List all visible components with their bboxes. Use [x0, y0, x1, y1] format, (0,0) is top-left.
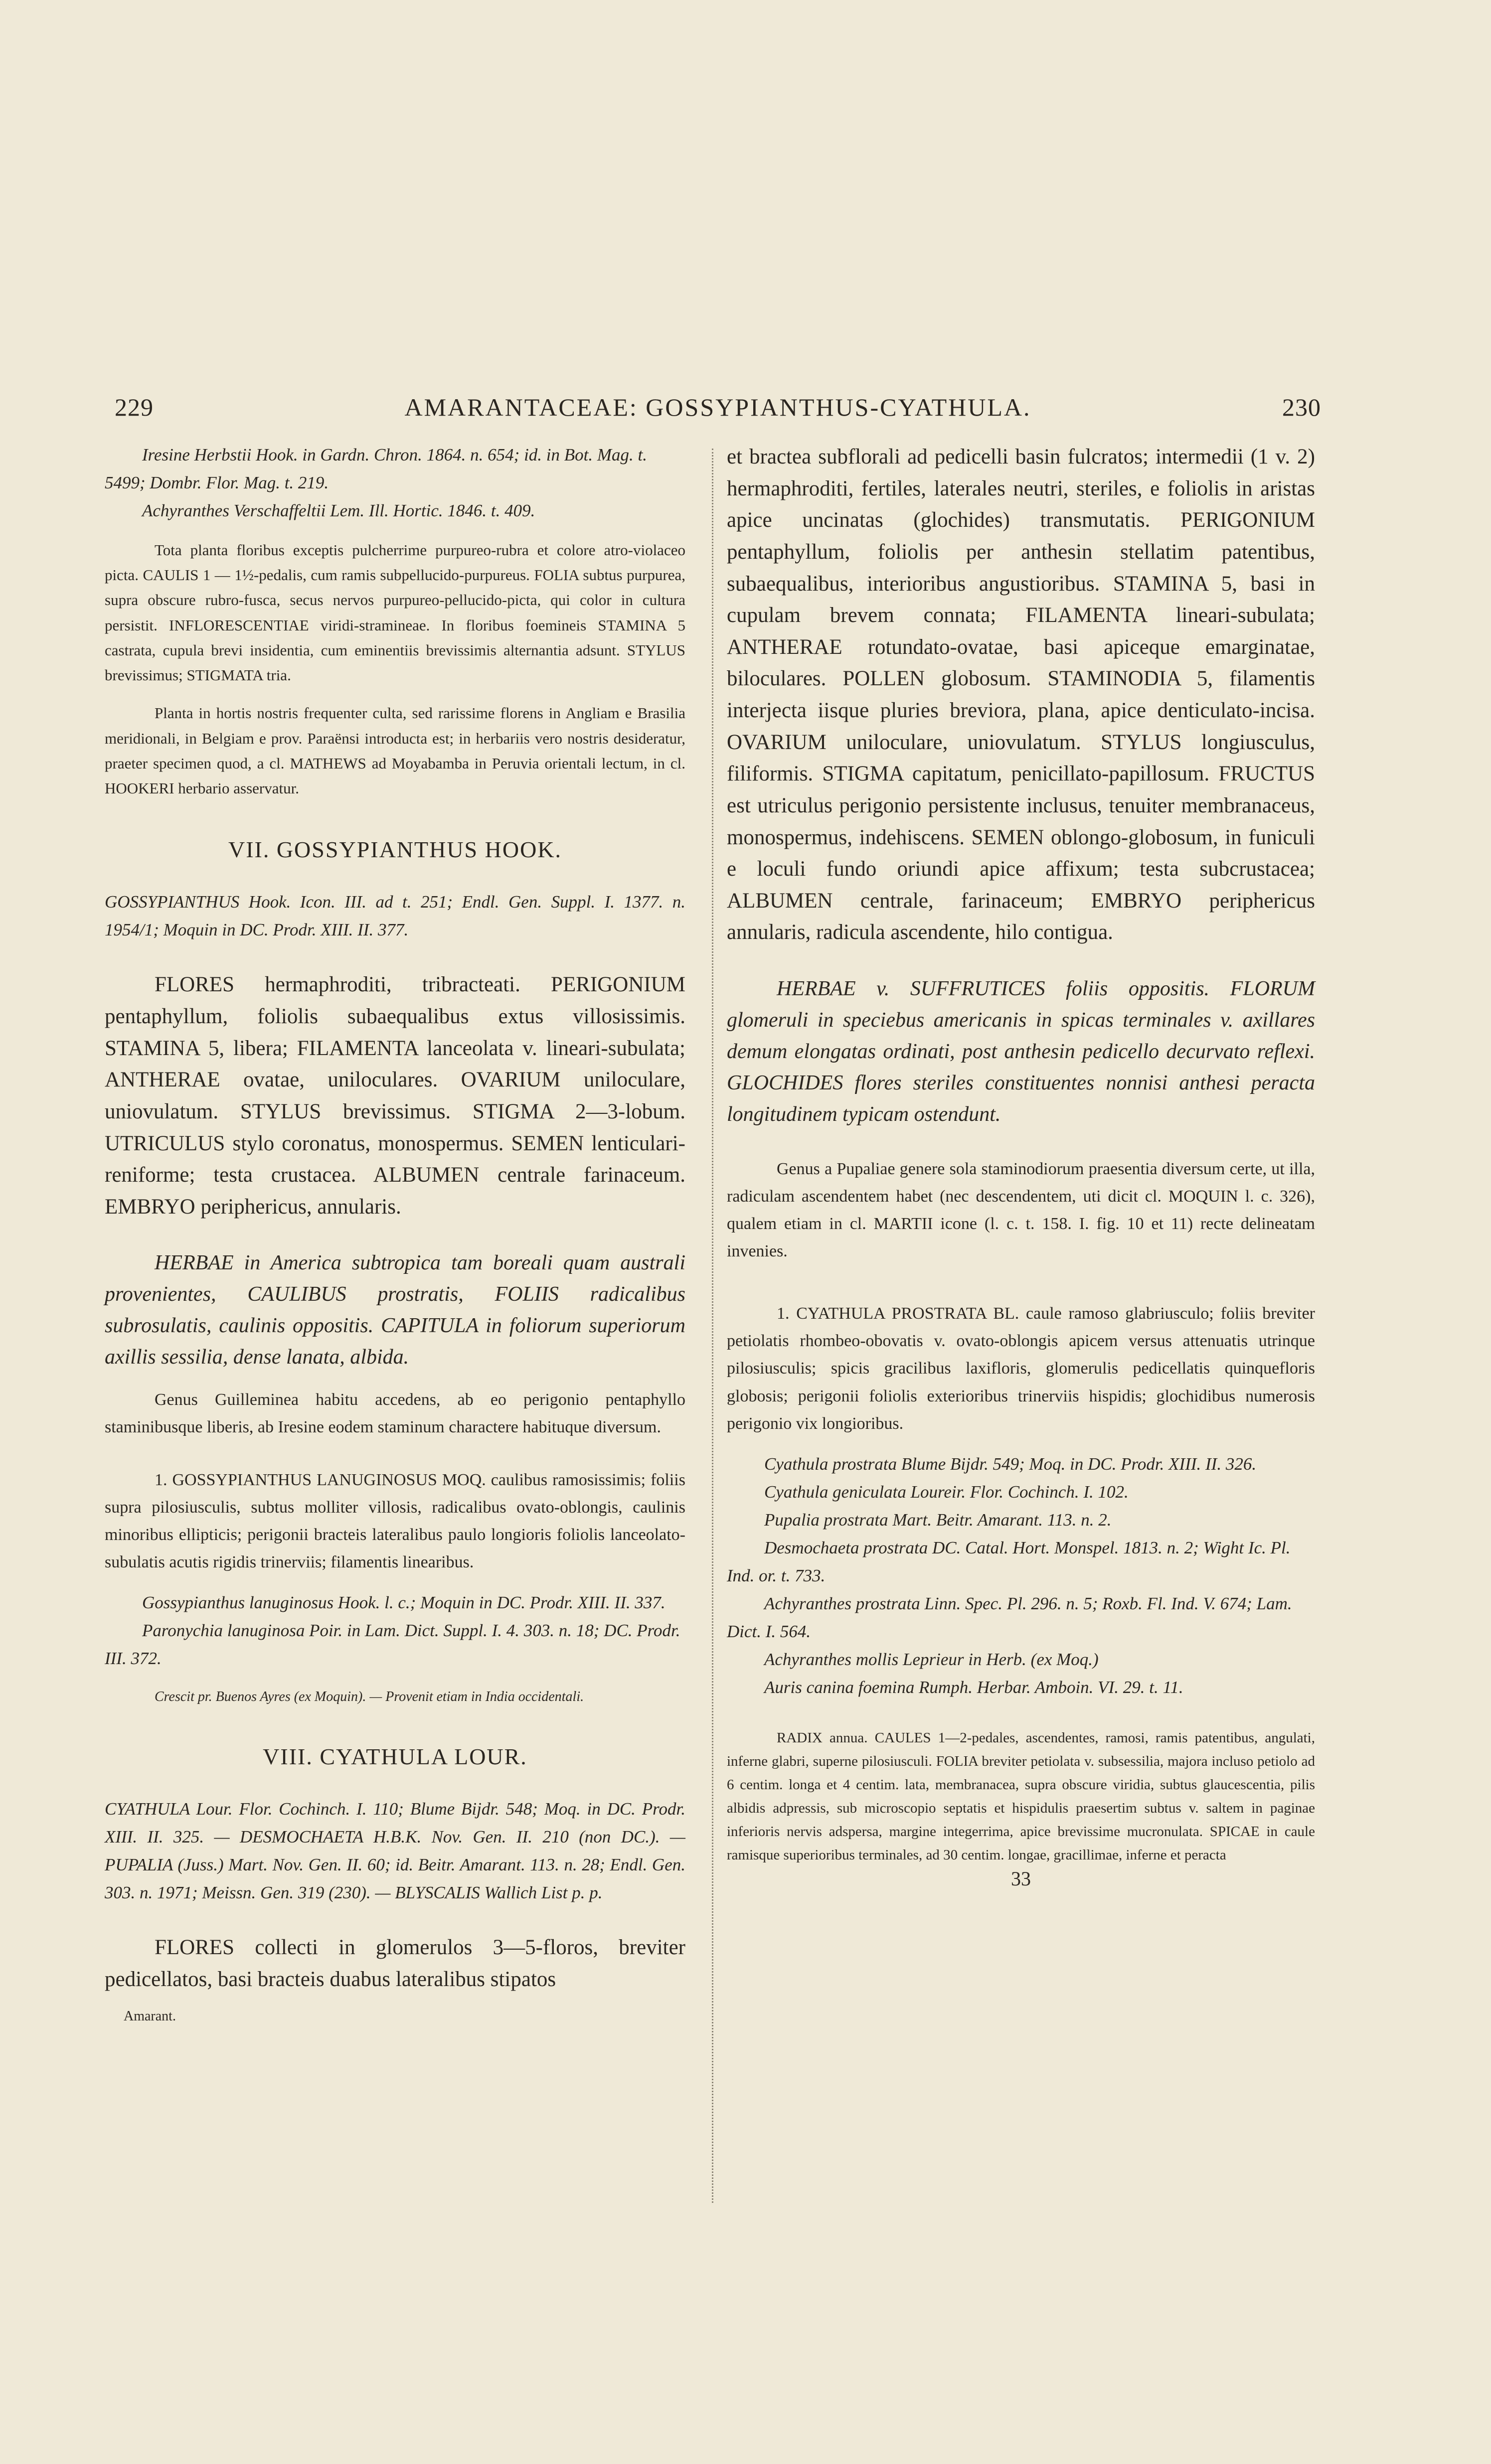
cyathula-description-start: FLORES collecti in glomerulos 3—5-floros, breviter pedicellatos, basi bracteis duabus lateralibus stipatos: [105, 1936, 685, 1992]
synonym-ref: Pupalia prostrata Mart. Beitr. Amarant. 113. n. 2.: [764, 1510, 1112, 1530]
gossypianthus-references: GOSSYPIANTHUS Hook. Icon. III. ad t. 251; Endl. Gen. Suppl. I. 1377. n. 1954/1; Moquin in DC. Prodr. XIII. II. 377.: [105, 892, 685, 940]
synonym-ref: Desmochaeta prostrata DC. Catal. Hort. Monspel. 1813. n. 2; Wight Ic. Pl. Ind. or. t. 733.: [727, 1538, 1291, 1585]
gossypianthus-description: FLORES hermaphroditi, tribracteati. PERIGONIUM pentaphyllum, foliolis subaequalibus extus villosissimis. STAMINA 5, libera; FILAMENTA lanceolata v. lineari-subulata; ANTHERAE ovatae, uniloculares. OVARIUM uniloculare, uniovulatum. STYLUS brevissimus. STIGMA 2—3-lobum. UTRICULUS stylo coronatus, monospermus. SEMEN lenticulari-reniforme; testa crustacea. ALBUMEN centrale farinaceum. EMBRYO periphericus, annularis.: [105, 973, 685, 1219]
synonym-ref: Cyathula geniculata Loureir. Flor. Cochinch. I. 102.: [764, 1482, 1129, 1502]
iresine-distribution: Planta in hortis nostris frequenter culta, sed rarissime florens in Angliam e Brasilia meridionali, in Belgiam e prov. Paraënsi introducta est; in herbariis vero nostris desideratur, praeter specimen quod, a cl. MATHEWS ad Moyabamba in Peruvia orientali lectum, in cl. HOOKERI herbario asservatur.: [105, 704, 685, 797]
cyathula-synonyms: [727, 1450, 1315, 1701]
signature-number: 33: [1011, 1867, 1031, 1890]
synonym-ref: Achyranthes Verschaffeltii Lem. Ill. Hortic. 1846. t. 409.: [142, 501, 535, 520]
synonym-ref: Paronychia lanuginosa Poir. in Lam. Dict. Suppl. I. 4. 303. n. 18; DC. Prodr. III. 372.: [105, 1620, 680, 1668]
synonym-ref: Cyathula prostrata Blume Bijdr. 549; Moq. in DC. Prodr. XIII. II. 326.: [764, 1454, 1257, 1474]
left-column: [105, 441, 685, 2205]
right-column: [727, 441, 1315, 2205]
cyathula-species: 1. CYATHULA PROSTRATA BL. caule ramoso glabriusculo; foliis breviter petiolatis rhombeo-obovatis v. ovato-oblongis apicem versus attenuatis utrinque pilosiusculis; spicis gracilibus laxifloris, glomerulis pedicellatis quinquefloris globosis; perigonii foliolis exterioribus trinerviis hispidis; glochidibus numerosis perigonio vix longioribus.: [727, 1304, 1315, 1433]
synonym-ref: Gossypianthus lanuginosus Hook. l. c.; Moquin in DC. Prodr. XIII. II. 337.: [142, 1592, 665, 1612]
cyathula-description-cont: et bractea subflorali ad pedicelli basin fulcratos; intermedii (1 v. 2) hermaphroditi, fertiles, laterales neutri, steriles, e foliolis in aristas apice uncinatas (glochides) transmutatis. PERIGONIUM pentaphyllum, foliolis per anthesin stellatim patentibus, subaequalibus, interioribus angustioribus. STAMINA 5, basi in cupulam brevem connata; FILAMENTA lineari-subulata; ANTHERAE rotundato-ovatae, basi apiceque emarginatae, biloculares. POLLEN globosum. STAMINODIA 5, filamentis interjecta iisque pluries breviora, plana, apice denticulato-incisa. OVARIUM uniloculare, uniovulatum. STYLUS longiusculus, filiformis. STIGMA capitatum, penicillato-papillosum. FRUCTUS est utriculus perigonio persistente inclusus, tenuiter membranaceus, monospermus, indehiscens. SEMEN oblongo-globosum, in funiculi e loculi fundo oriundi apice affixum; testa subcrustacea; ALBUMEN centrale, farinaceum; EMBRYO periphericus annularis, radicula ascendente, hilo contigua.: [727, 445, 1315, 944]
cyathula-morphology: RADIX annua. CAULES 1—2-pedales, ascendentes, ramosi, ramis patentibus, angulati, inferne glabri, superne pilosiusculi. FOLIA breviter petiolata v. subsessilia, majora incluso petiolo ad 6 centim. longa et 4 centim. lata, membranacea, supra obscure viridia, subtus glaucescentia, pilis albidis adpressis, sub microscopio septatis et hispidulis praesertim subtus v. saltem in paginae inferioris nervis adspersa, margine integerrima, apice brevissime mucronulata. SPICAE in caule ramisque superioribus terminales, ad 30 centim. longae, gracillimae, inferne et peracta: [727, 1729, 1315, 1863]
signature-mark: Amarant.: [124, 2008, 176, 2024]
cyathula-note: Genus a Pupaliae genere sola staminodiorum praesentia diversum certe, ut illa, radiculam ascendentem habet (nec descendentem, uti dicit cl. MOQUIN l. c. 326), qualem etiam in cl. MARTII icone (l. c. t. 158. I. fig. 10 et 11) recte delineatam invenies.: [727, 1160, 1315, 1261]
synonym-ref: Auris canina foemina Rumph. Herbar. Amboin. VI. 29. t. 11.: [764, 1677, 1183, 1697]
genus-heading-vii: VII. GOSSYPIANTHUS HOOK.: [228, 837, 562, 863]
gossypianthus-species: 1. GOSSYPIANTHUS LANUGINOSUS MOQ. caulibus ramosissimis; foliis supra pilosiusculis, subtus molliter villosis, radicalibus ovato-oblongis, caulinis minoribus ellipticis; perigonii bracteis lateralibus paulo longioris foliolis lanceolato-subulatis acutis rigidis trinerviis; filamentis linearibus.: [105, 1470, 685, 1571]
genus-heading-viii: VIII. CYATHULA LOUR.: [263, 1744, 527, 1770]
column-divider: [712, 449, 713, 2203]
gossypianthus-locality: Crescit pr. Buenos Ayres (ex Moquin). — Provenit etiam in India occidentali.: [155, 1689, 584, 1704]
synonym-ref: Achyranthes prostrata Linn. Spec. Pl. 296. n. 5; Roxb. Fl. Ind. V. 674; Lam. Dict. I. 564.: [727, 1593, 1292, 1641]
page-number-right: 230: [1282, 393, 1321, 421]
page-number-left: 229: [115, 393, 154, 421]
synonym-ref: Achyranthes mollis Leprieur in Herb. (ex Moq.): [764, 1649, 1099, 1669]
cyathula-habit: HERBAE v. SUFFRUTICES foliis oppositis. FLORUM glomeruli in speciebus americanis in spicas terminales v. axillares demum elongatas ordinati, post anthesin pedicello decurvato reflexi. GLOCHIDES flores steriles constituentes nonnisi anthesi peracta longitudinem typicam ostendunt.: [727, 977, 1315, 1126]
running-head: [115, 393, 1321, 428]
gossypianthus-habit: HERBAE in America subtropica tam boreali quam australi provenientes, CAULIBUS prostratis, FOLIIS radicalibus subrosulatis, caulinis oppositis. CAPITULA in foliorum superiorum axillis sessilia, dense lanata, albida.: [105, 1251, 685, 1369]
iresine-synonyms: [105, 441, 685, 525]
synonym-ref: Iresine Herbstii Hook. in Gardn. Chron. 1864. n. 654; id. in Bot. Mag. t. 5499; Dombr. Flor. Mag. t. 219.: [105, 445, 648, 492]
gossypianthus-note: Genus Guilleminea habitu accedens, ab eo perigonio pentaphyllo staminibusque liberis, ab Iresine eodem staminum charactere habituque diversum.: [105, 1390, 685, 1437]
cyathula-references: CYATHULA Lour. Flor. Cochinch. I. 110; Blume Bijdr. 548; Moq. in DC. Prodr. XIII. II. 325. — DESMOCHAETA H.B.K. Nov. Gen. II. 210 (non DC.). — PUPALIA (Juss.) Mart. Nov. Gen. II. 60; id. Beitr. Amarant. 113. n. 28; Endl. Gen. 303. n. 1971; Meissn. Gen. 319 (230). — BLYSCALIS Wallich List p. p.: [105, 1799, 685, 1903]
gossypianthus-synonyms: [105, 1589, 685, 1673]
iresine-description: Tota planta floribus exceptis pulcherrime purpureo-rubra et colore atro-violaceo picta. CAULIS 1 — 1½-pedalis, cum ramis subpellucido-purpureus. FOLIA subtus purpurea, supra obscure rubro-fusca, secus nervos purpureo-pellucido-picta, qui color in cultura persistit. INFLORESCENTIAE viridi-stramineae. In floribus foemineis STAMINA 5 castrata, cupula brevi insidentia, cum eminentiis brevissimis alternantia adsunt. STYLUS brevissimus; STIGMATA tria.: [105, 541, 685, 684]
running-title: AMARANTACEAE: GOSSYPIANTHUS-CYATHULA.: [404, 393, 1031, 421]
